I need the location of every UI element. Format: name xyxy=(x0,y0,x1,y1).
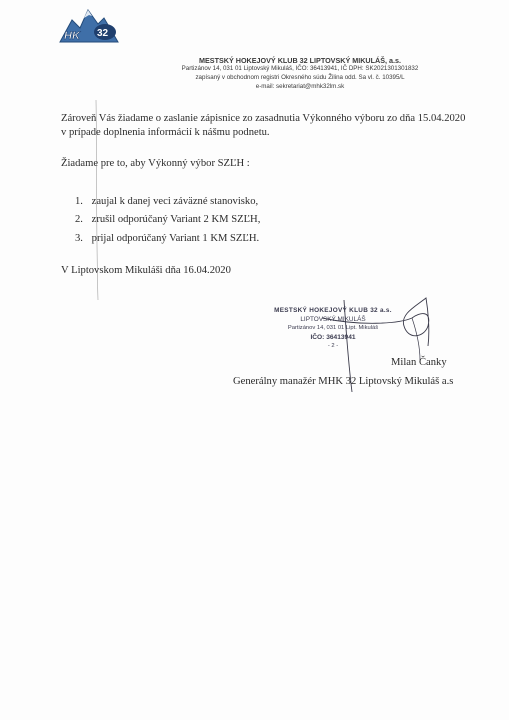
list-item xyxy=(75,196,258,207)
list-item-text: zaujal k danej veci záväzné stanovisko, xyxy=(91,196,259,207)
stamp-address: Partizánov 14, 031 01 Lipt. Mikuláš xyxy=(287,325,379,331)
logo-32-text: 32 xyxy=(97,28,109,39)
stamp-name: MESTSKÝ HOKEJOVÝ KLUB 32 a.s. xyxy=(274,307,392,314)
list-item xyxy=(75,214,260,225)
stamp-ico: IČO: 36413941 xyxy=(310,334,356,341)
signer-role: Generálny manažér MHK 32 Liptovský Mikuláš a.s xyxy=(233,376,454,387)
body-line-1: Zároveň Vás žiadame o zaslanie zápisnice zo zasadnutia Výkonného výboru zo dňa 15.04.2020 xyxy=(61,113,466,124)
header-registry: zapísaný v obchodnom registri Okresného súdu Žilina odd. Sa vl. č. 10395/L xyxy=(195,74,405,81)
stamp-city: LIPTOVSKÝ MIKULÁŠ xyxy=(300,316,366,323)
club-logo xyxy=(58,6,120,46)
signature-tail-stroke xyxy=(412,318,420,360)
request-line: Žiadame pre to, aby Výkonný výbor SZĽH : xyxy=(61,158,250,169)
list-item-number: 1. xyxy=(75,196,83,207)
logo-hk-text: HK xyxy=(64,30,80,42)
header-club-name: MESTSKÝ HOKEJOVÝ KLUB 32 LIPTOVSKÝ MIKULÁŠ, a.s. xyxy=(199,56,401,65)
list-item-text: zrušil odporúčaný Variant 2 KM SZĽH, xyxy=(91,214,261,225)
header-address: Partizánov 14, 031 01 Liptovský Mikuláš, IČO: 36413941, IČ DPH: SK2021301301832 xyxy=(181,65,419,72)
list-item xyxy=(75,233,259,244)
list-item-number: 3. xyxy=(75,233,83,244)
signer-name: Milan Čanky xyxy=(391,357,447,368)
place-date: V Liptovskom Mikuláši dňa 16.04.2020 xyxy=(61,265,231,276)
body-line-2: v prípade doplnenia informácií k nášmu podnetu. xyxy=(61,127,270,138)
list-item-text: prijal odporúčaný Variant 1 KM SZĽH. xyxy=(91,233,260,244)
stamp-mark: - 2 - xyxy=(327,343,339,349)
header-email: e-mail: sekretariat@mhk32lm.sk xyxy=(255,83,345,90)
list-item-number: 2. xyxy=(75,214,83,225)
company-stamp xyxy=(268,306,398,351)
